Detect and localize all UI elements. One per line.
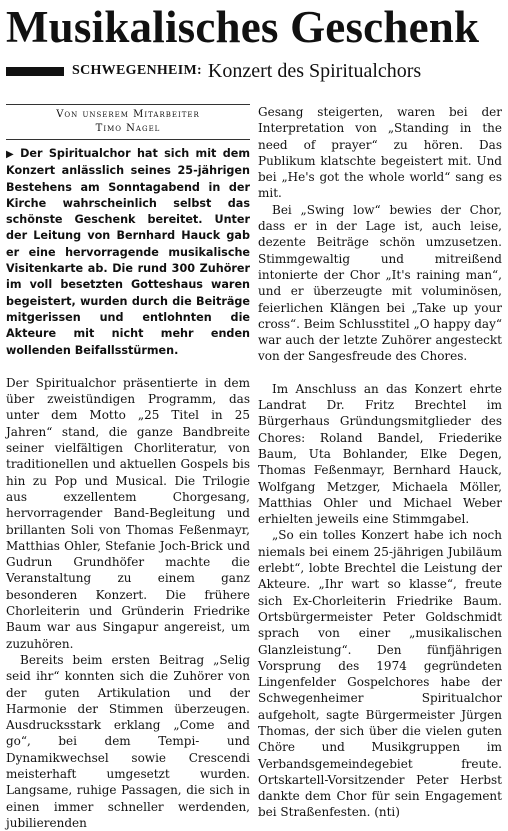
byline-role: Von unserem Mitarbeiter — [56, 109, 200, 120]
lead-paragraph — [6, 146, 250, 359]
lead-text: Der Spiritualchor hat sich mit dem Konzert anlässlich seines 25-jährigen Bestehens am Sonntagabend in der Kirche wahrscheinlich selbst das schönste Geschenk bereitet. Unter der Leitung von Bernhard Hauck gab er eine hervorragende musikalische Visitenkarte ab. Die rund 300 Zuhörer im voll besetzten Gotteshaus waren begeistert, wurden durch die Beiträge mitgerissen und entlohnten die Akteure mit nicht mehr enden wollenden Beifallsstürmen. — [6, 147, 250, 357]
body-paragraph: Bereits beim ersten Beitrag „Selig seid ihr“ konnten sich die Zuhörer von der guten Artikulation und der Harmonie der Stimmen überzeugen. Ausdrucksstark erklang „Come and go“, bei dem Tempi- und Dynamikwechsel sowie Crescendi meisterhaft umgesetzt wurden. Langsame, ruhige Passagen, die sich in einen immer schneller werdenden, jubilierenden — [6, 652, 250, 830]
triangle-right-icon: ▶ — [6, 149, 17, 160]
body-paragraph: Im Anschluss an das Konzert ehrte Landrat Dr. Fritz Brechtel im Bürgerhaus Gründungsmitglieder des Chores: Roland Bandel, Friederike Baum, Uta Bohlander, Elke Degen, Thomas Feßenmayr, Bernhard Hauck, Wolfgang Metzger, Michaela Möller, Matthias Ohler und Michael Weber erhielten jeweils eine Stimmgabel. — [258, 381, 502, 527]
byline — [6, 104, 250, 140]
headline: Musikalisches Geschenk — [6, 2, 480, 52]
body-paragraph: Gesang steigerten, waren bei der Interpretation von „Standing in the need of prayer“ zu hören. Das Publikum klatschte begeistert mit. Und bei „He's got the whole world“ sang es mit. — [258, 105, 502, 201]
body-paragraph: „So ein tolles Konzert habe ich noch niemals bei einem 25-jährigen Jubiläum erlebt“, lobte Brechtel die Leistung der Akteure. „Ihr wart so klasse“, freute sich Ex-Chorleiterin Friedrike Baum. Ortsbürgermeister Peter Goldschmidt sprach von einer „musikalischen Glanzleistung“. Den fünfjährigen Vorsprung des 1974 gegründeten Lingenfelder Gospelchores habe der Schwegenheimer Spiritualchor aufgeholt, sagte Bürgermeister Jürgen Thomas, der sich über die vielen guten Chöre und Musikgruppen im Verbandsgemeindegebiet freute. Ortskartell-Vorsitzender Peter Herbst dankte dem Chor für sein Engagement bei Straßenfesten. (nti) — [258, 528, 502, 820]
subtitle: Konzert des Spiritualchors — [207, 59, 422, 82]
body-paragraph: Der Spiritualchor präsentierte in dem über zweistündigen Programm, das unter dem Motto „25 Titel in 25 Jahren“ stand, die ganze Bandbreite seiner vielfältigen Chorliteratur, von traditionellen und aktuellen Gospels bis hin zu Pop und Musical. Die Trilogie aus exzellentem Chorgesang, hervorragender Band-Begleitung und brillanten Soli von Thomas Feßenmayr, Matthias Ohler, Stefanie Joch-Brick und Gudrun Grundhöfer machte die Veranstaltung zu einem ganz besonderen Konzert. Die frühere Chorleiterin und Gründerin Friedrike Baum war aus Singapur angereist, um zuzuhören. — [6, 375, 250, 651]
location-kicker: SCHWEGENHEIM: — [72, 63, 202, 78]
kicker-bar — [6, 67, 64, 76]
byline-author: Timo Nagel — [95, 123, 161, 134]
body-paragraph: Bei „Swing low“ bewies der Chor, dass er in der Lage ist, auch leise, dezente Beiträge schön umzusetzen. Stimmgewaltig und mitreißend intonierte der Chor „It's raining man“, und er überzeugte mit voluminösen, feierlichen Klängen bei „Take up your cross“. Beim Schlusstitel „O happy day“ war auch der letzte Zuhörer angesteckt von der Sangesfreude des Chores. — [258, 202, 502, 364]
column-right — [258, 104, 502, 821]
subheadline — [6, 59, 421, 83]
column-left — [6, 104, 250, 831]
